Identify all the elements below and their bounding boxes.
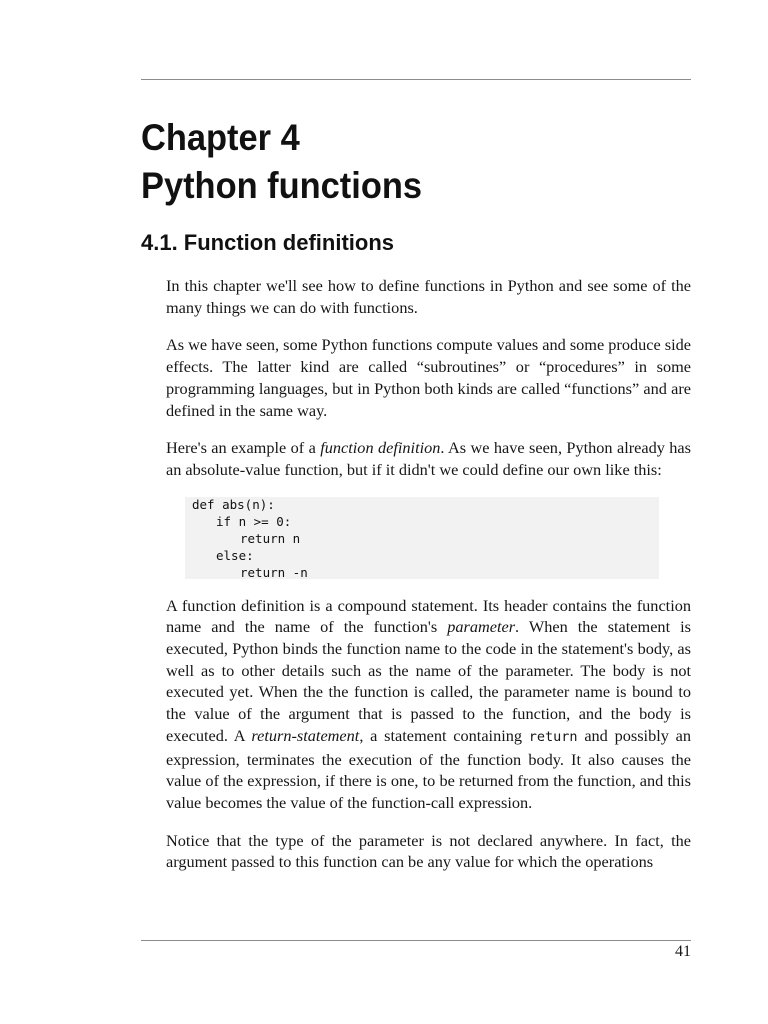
text-run: . When the statement is executed, Python binds the function name to the code in the statement's body, as well as to other details such as the name of the parameter. The body is not executed yet. When the the function is called, the parameter name is bound to the value of the argument that is passed to the function, and the body is executed. A — [166, 617, 691, 745]
paragraph-intro: In this chapter we'll see how to define functions in Python and see some of the many things we can do with functions. — [166, 276, 691, 317]
code-line: def abs(n): — [192, 496, 275, 512]
paragraph-example — [166, 437, 691, 480]
chapter-title: Python functions — [141, 165, 423, 206]
paragraph-side-effects: As we have seen, some Python functions compute values and some produce side effects. The latter kind are called “subroutines” or “procedures” in some programming languages, but in Python both kinds are called “functions” and are defined in the same way. — [166, 335, 691, 420]
paragraph-parameter-type: Notice that the type of the parameter is not declared anywhere. In fact, the argument passed to this function can be any value for which the operations — [166, 830, 691, 872]
paragraph-compound-statement — [166, 595, 691, 814]
emphasis-term: return-statement — [251, 725, 360, 745]
text-run: A function definition is a compound statement. Its header contains the function name and the name of the function's — [166, 595, 691, 637]
page-number: 41 — [675, 943, 691, 960]
code-line: return -n — [240, 564, 308, 580]
code-line: if n >= 0: — [216, 513, 292, 529]
chapter-heading — [141, 114, 422, 210]
inline-code: return — [528, 728, 578, 745]
chapter-label: Chapter 4 — [141, 117, 300, 158]
text-run: and possibly an expression, terminates the execution of the function body. It also causes the value of the expression, if there is one, to be returned from the function, and this value becomes the value of the function-call expression. — [166, 725, 691, 812]
section-heading: 4.1. Function definitions — [141, 230, 394, 255]
text-run: , a statement containing — [359, 725, 529, 745]
emphasis-term: parameter — [447, 617, 516, 637]
text-run: . As we have seen, Python already has an absolute-value function, but if it didn't we could define our own like this: — [166, 438, 691, 479]
top-rule — [141, 79, 691, 80]
bottom-rule — [141, 940, 691, 941]
body-text — [166, 275, 691, 889]
text-run: Here's an example of a — [166, 438, 321, 458]
code-line: else: — [216, 547, 254, 563]
code-block — [185, 497, 659, 579]
emphasis-term: function definition — [320, 438, 441, 458]
code-line: return n — [240, 530, 301, 546]
